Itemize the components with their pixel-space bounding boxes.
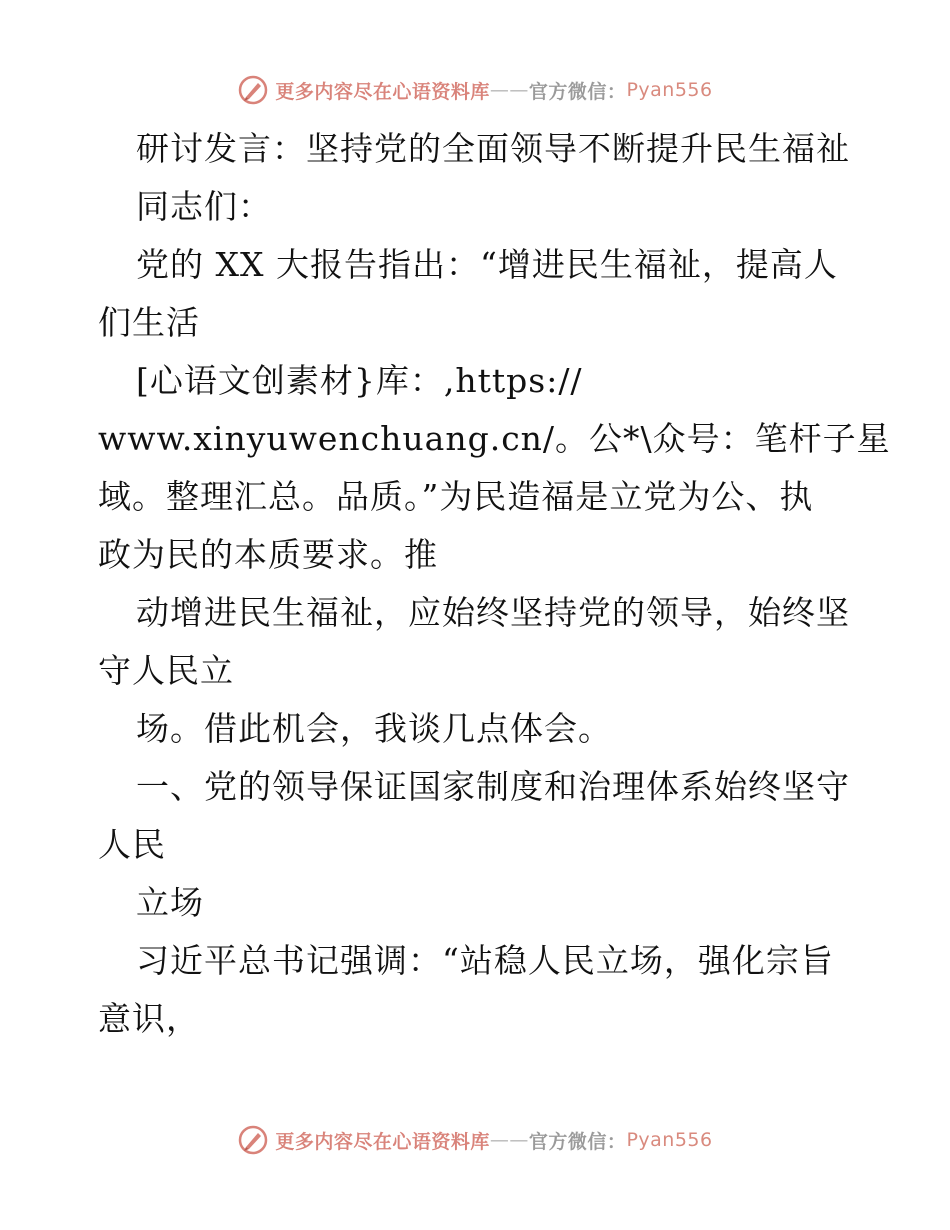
pen-nib-logo-icon xyxy=(237,1124,269,1156)
salutation: 同志们： xyxy=(136,187,272,226)
paragraph-line: 习近平总书记强调：“站稳人民立场，强化宗旨 xyxy=(136,941,834,980)
watermark-dash: —— xyxy=(489,79,529,101)
section-heading-cont: 立场 xyxy=(136,883,204,922)
document-body xyxy=(98,120,891,1048)
watermark-wechat-id: Pyan556 xyxy=(626,1129,713,1151)
header-watermark xyxy=(0,70,950,110)
footer-watermark xyxy=(0,1120,950,1160)
watermark-wechat-label: 官方微信： xyxy=(528,1130,627,1153)
paragraph-line: [心语文创素材}库：,https:// xyxy=(136,361,583,400)
watermark-main-text: 更多内容尽在心语资料库 xyxy=(275,80,490,103)
section-heading: 一、党的领导保证国家制度和治理体系始终坚守 xyxy=(136,767,850,806)
watermark-dash: —— xyxy=(489,1129,529,1151)
paragraph-line: 政为民的本质要求。推 xyxy=(98,535,438,574)
section-heading-cont: 人民 xyxy=(98,825,166,864)
paragraph-line: 动增进民生福祉，应始终坚持党的领导，始终坚 xyxy=(136,593,850,632)
paragraph-line: 意识， xyxy=(98,999,200,1038)
paragraph-line: 守人民立 xyxy=(98,651,234,690)
paragraph-line: 域。整理汇总。品质。”为民造福是立党为公、执 xyxy=(98,477,814,516)
paragraph-line: 场。借此机会，我谈几点体会。 xyxy=(136,709,612,748)
paragraph-line: 党的 XX 大报告指出：“增进民生福祉，提高人 xyxy=(136,245,838,284)
watermark-main-text: 更多内容尽在心语资料库 xyxy=(275,1130,490,1153)
pen-nib-logo-icon xyxy=(237,74,269,106)
paragraph-line: www.xinyuwenchuang.cn/。公*\众号：笔杆子星 xyxy=(98,419,891,458)
watermark-wechat-label: 官方微信： xyxy=(528,80,627,103)
watermark-wechat-id: Pyan556 xyxy=(626,79,713,101)
document-title: 研讨发言：坚持党的全面领导不断提升民生福祉 xyxy=(136,129,850,168)
paragraph-line: 们生活 xyxy=(98,303,200,342)
